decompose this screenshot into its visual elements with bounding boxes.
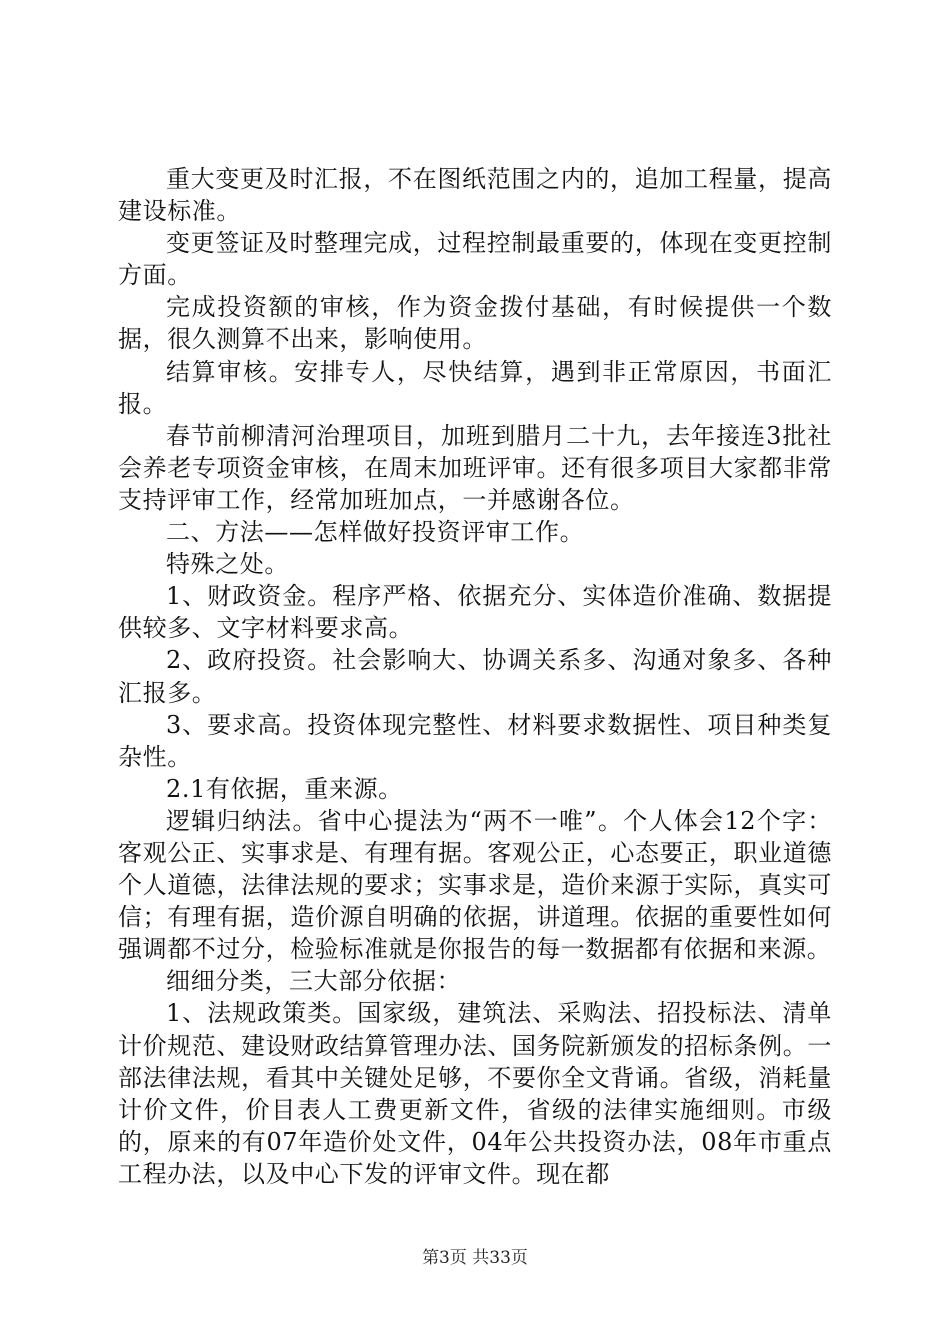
body-text (118, 163, 832, 1190)
subsection-heading: 2.1有依据，重来源。 (166, 774, 403, 803)
page-footer: 第3页 共33页 (422, 1248, 528, 1268)
paragraph: 变更签证及时整理完成，过程控制最重要的，体现在变更控制方面。 (118, 229, 832, 290)
paragraph: 特殊之处。 (166, 550, 289, 579)
paragraph: 细细分类，三大部分依据： (166, 967, 462, 996)
list-item: 1、法规政策类。国家级，建筑法、采购法、招投标法、清单计价规范、建设财政结算管理办法、国务院新颁发的招标条例。一部法律法规，看其中关键处足够，不要你全文背诵。省级，消耗量计价文件，价目表人工费更新文件，省级的法律实施细则。市级的，原来的有07年造价处文件，04年公共投资办法，08年市重点工程办法，以及中心下发的评审文件。现在都 (118, 999, 832, 1188)
section-heading: 二、方法——怎样做好投资评审工作。 (166, 518, 585, 547)
paragraph: 结算审核。安排专人，尽快结算，遇到非正常原因，书面汇报。 (118, 357, 832, 418)
list-item: 2、政府投资。社会影响大、协调关系多、沟通对象多、各种汇报多。 (118, 646, 832, 707)
paragraph: 逻辑归纳法。省中心提法为“两不一唯”。个人体会12个字：客观公正、实事求是、有理有据。客观公正，心态要正，职业道德个人道德，法律法规的要求；实事求是，造价来源于实际，真实可信；有理有据，造价源自明确的依据，讲道理。依据的重要性如何强调都不过分，检验标准就是你报告的每一数据都有依据和来源。 (118, 806, 832, 964)
list-item: 1、财政资金。程序严格、依据充分、实体造价准确、数据提供较多、文字材料要求高。 (118, 582, 832, 643)
paragraph: 重大变更及时汇报，不在图纸范围之内的，追加工程量，提高建设标准。 (118, 165, 832, 226)
paragraph: 完成投资额的审核，作为资金拨付基础，有时候提供一个数据，很久测算不出来，影响使用。 (118, 293, 832, 354)
list-item: 3、要求高。投资体现完整性、材料要求数据性、项目种类复杂性。 (118, 710, 832, 771)
paragraph: 春节前柳清河治理项目，加班到腊月二十九，去年接连3批社会养老专项资金审核，在周末加班评审。还有很多项目大家都非常支持评审工作，经常加班加点，一并感谢各位。 (118, 421, 832, 514)
